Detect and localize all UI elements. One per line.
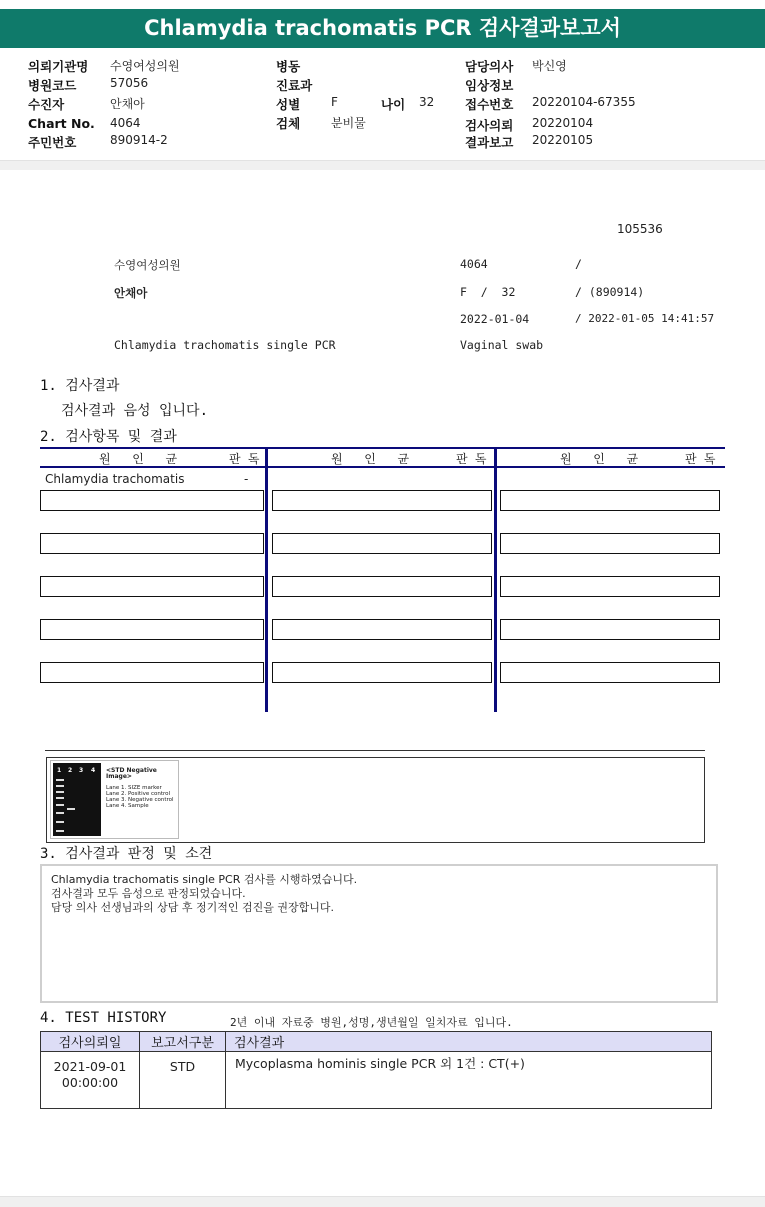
header-pathogen-3: 원 인 균 bbox=[560, 452, 639, 466]
header-judge-3: 판 독 bbox=[685, 452, 716, 466]
opinion-line: 검사결과 모두 음성으로 판정되었습니다. bbox=[51, 887, 246, 900]
lane-number: 3 bbox=[79, 767, 84, 774]
gel-caption-line: Lane 2. Positive control bbox=[106, 791, 171, 797]
section1-title: 1. 검사결과 bbox=[40, 378, 120, 394]
body-birth: / (890914) bbox=[575, 285, 645, 299]
age-label: 나이 bbox=[381, 97, 406, 112]
gel-caption-line: Lane 3. Negative control bbox=[106, 797, 174, 803]
opinion-box bbox=[40, 864, 718, 1003]
empty-cell bbox=[40, 619, 264, 640]
empty-cell bbox=[500, 619, 720, 640]
report-label: 결과보고 bbox=[465, 135, 514, 150]
ladder-band bbox=[56, 830, 64, 832]
sex-value: F bbox=[331, 95, 338, 109]
pathogen-result: - bbox=[244, 472, 249, 486]
history-table bbox=[40, 1031, 712, 1109]
gel-caption-line: Lane 4. Sample bbox=[106, 803, 149, 809]
history-header-date: 검사의뢰일 bbox=[41, 1032, 140, 1052]
doctor-value: 박신영 bbox=[532, 59, 567, 73]
table-divider-1 bbox=[265, 447, 268, 712]
empty-cell bbox=[500, 490, 720, 511]
ladder-band bbox=[56, 821, 64, 823]
body-test-name: Chlamydia trachomatis single PCR bbox=[114, 338, 336, 352]
body-slash: / bbox=[575, 257, 582, 271]
code-value: 57056 bbox=[110, 76, 149, 90]
specimen-value: 분비물 bbox=[331, 116, 366, 130]
ladder-band bbox=[56, 779, 64, 781]
title-bar bbox=[0, 9, 765, 48]
body-sex-age: F / 32 bbox=[460, 285, 516, 299]
receipt-label: 접수번호 bbox=[465, 97, 514, 112]
age-value: 32 bbox=[419, 95, 435, 109]
gel-caption-title: <STD Negative Image> bbox=[106, 767, 157, 780]
opinion-line: Chlamydia trachomatis single PCR 검사를 시행하였습니다. bbox=[51, 873, 358, 886]
dept-label: 진료과 bbox=[276, 78, 313, 93]
lane-number: 1 bbox=[57, 767, 62, 774]
chart-value: 4064 bbox=[110, 116, 141, 130]
header-judge-2: 판 독 bbox=[456, 452, 487, 466]
lane-number: 4 bbox=[91, 767, 96, 774]
empty-cell bbox=[272, 619, 492, 640]
section3-title: 3. 검사결과 판정 및 소견 bbox=[40, 846, 213, 862]
empty-cell bbox=[40, 576, 264, 597]
body-hospital: 수영여성의원 bbox=[114, 258, 181, 272]
history-date-cell bbox=[41, 1052, 140, 1109]
section4-note: 2년 이내 자료중 병원,성명,생년월일 일치자료 입니다. bbox=[230, 1016, 513, 1029]
history-result: Mycoplasma hominis single PCR 외 1건 : CT(+) bbox=[226, 1052, 712, 1109]
ladder-band bbox=[56, 804, 64, 806]
gel-caption-line: Lane 1. SIZE marker bbox=[106, 785, 162, 791]
receipt-value: 20220104-67355 bbox=[532, 95, 636, 109]
lane-number: 2 bbox=[68, 767, 73, 774]
gel-electrophoresis-image bbox=[50, 760, 179, 839]
empty-cell bbox=[272, 662, 492, 683]
gel-lanes bbox=[53, 763, 101, 836]
section4-title: 4. TEST HISTORY bbox=[40, 1010, 167, 1026]
gel-top-rule bbox=[45, 750, 705, 751]
ladder-band bbox=[56, 785, 64, 787]
empty-cell bbox=[500, 576, 720, 597]
header-pathogen-1: 원 인 균 bbox=[99, 452, 178, 466]
empty-cell bbox=[500, 662, 720, 683]
section1-text: 검사결과 음성 입니다. bbox=[61, 403, 209, 419]
report-number: 105536 bbox=[617, 222, 663, 236]
chart-label: Chart No. bbox=[28, 116, 95, 131]
body-chart: 4064 bbox=[460, 257, 488, 271]
header-judge-1: 판 독 bbox=[229, 452, 260, 466]
body-date1: 2022-01-04 bbox=[460, 312, 530, 326]
ward-label: 병동 bbox=[276, 59, 301, 74]
ladder-band bbox=[56, 812, 64, 814]
id-value: 890914-2 bbox=[110, 133, 168, 147]
header-pathogen-2: 원 인 균 bbox=[331, 452, 410, 466]
bottom-band bbox=[0, 1196, 765, 1207]
code-label: 병원코드 bbox=[28, 78, 77, 93]
empty-cell bbox=[272, 490, 492, 511]
section2-title: 2. 검사항목 및 결과 bbox=[40, 429, 177, 445]
table-top-rule bbox=[40, 447, 725, 449]
empty-cell bbox=[40, 533, 264, 554]
ladder-band bbox=[56, 791, 64, 793]
gel-caption bbox=[106, 768, 178, 809]
doctor-label: 담당의사 bbox=[465, 59, 514, 74]
empty-cell bbox=[500, 533, 720, 554]
positive-band bbox=[67, 808, 75, 810]
report-title: Chlamydia trachomatis PCR 검사결과보고서 bbox=[144, 16, 621, 40]
hospital-value: 수영여성의원 bbox=[110, 59, 180, 73]
table-row bbox=[41, 1052, 712, 1109]
empty-cell bbox=[40, 662, 264, 683]
request-value: 20220104 bbox=[532, 116, 594, 130]
specimen-label: 검체 bbox=[276, 116, 301, 131]
empty-cell bbox=[272, 533, 492, 554]
id-label: 주민번호 bbox=[28, 135, 77, 150]
history-date: 2021-09-01 bbox=[53, 1059, 127, 1074]
history-header-result: 검사결과 bbox=[226, 1032, 712, 1052]
ladder-band bbox=[56, 797, 64, 799]
info-separator bbox=[0, 160, 765, 170]
table-divider-2 bbox=[494, 447, 497, 712]
history-time: 00:00:00 bbox=[61, 1075, 119, 1090]
opinion-line: 담당 의사 선생님과의 상담 후 정기적인 검진을 권장합니다. bbox=[51, 901, 334, 914]
history-header-type: 보고서구분 bbox=[140, 1032, 226, 1052]
empty-cell bbox=[272, 576, 492, 597]
request-label: 검사의뢰 bbox=[465, 118, 514, 133]
patient-value: 안채아 bbox=[110, 97, 145, 111]
sex-label: 성별 bbox=[276, 97, 301, 112]
history-type: STD bbox=[140, 1052, 226, 1109]
body-date2: / 2022-01-05 14:41:57 bbox=[575, 312, 715, 325]
patient-label: 수진자 bbox=[28, 97, 65, 112]
report-value: 20220105 bbox=[532, 133, 594, 147]
clinical-label: 임상정보 bbox=[465, 78, 514, 93]
hospital-label: 의뢰기관명 bbox=[28, 59, 89, 74]
body-patient: 안채아 bbox=[114, 286, 148, 300]
body-sample: Vaginal swab bbox=[460, 338, 544, 352]
empty-cell bbox=[40, 490, 264, 511]
pathogen-name: Chlamydia trachomatis bbox=[45, 472, 185, 486]
